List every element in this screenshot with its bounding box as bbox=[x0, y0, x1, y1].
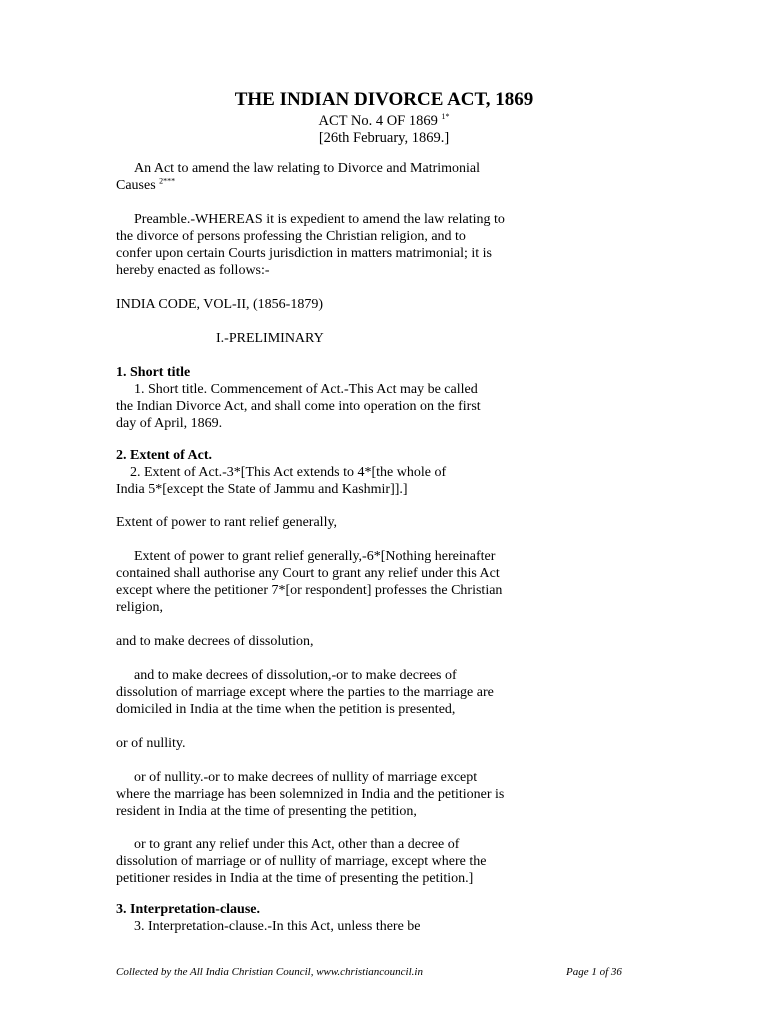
dissolution-line: domiciled in India at the time when the petition is presented, bbox=[116, 702, 456, 717]
intro-footnote-ref: 2*** bbox=[159, 176, 176, 186]
act-number: ACT No. 4 OF 1869 bbox=[318, 113, 438, 129]
nullity-line: or of nullity.-or to make decrees of nullity of marriage except bbox=[134, 770, 478, 785]
section-1-line: the Indian Divorce Act, and shall come into operation on the first bbox=[116, 399, 481, 414]
section-1-heading: 1. Short title bbox=[116, 365, 191, 380]
document-title: THE INDIAN DIVORCE ACT, 1869 bbox=[234, 89, 534, 110]
section-2-line: India 5*[except the State of Jammu and Kashmir]].] bbox=[116, 482, 408, 497]
section-1-line: 1. Short title. Commencement of Act.-This Act may be called bbox=[134, 382, 478, 397]
footer-page-number: Page 1 of 36 bbox=[566, 966, 622, 978]
preamble-line: hereby enacted as follows:- bbox=[116, 263, 270, 278]
power-line: Extent of power to grant relief generally,-6*[Nothing hereinafter bbox=[134, 549, 496, 564]
power-line: except where the petitioner 7*[or respondent] professes the Christian bbox=[116, 583, 503, 598]
section-3-heading: 3. Interpretation-clause. bbox=[116, 902, 260, 917]
section-2-heading: 2. Extent of Act. bbox=[116, 448, 213, 463]
preamble-line: Preamble.-WHEREAS it is expedient to amend the law relating to bbox=[134, 212, 505, 227]
intro-causes: Causes bbox=[116, 178, 156, 193]
preamble-line: confer upon certain Courts jurisdiction in matters matrimonial; it is bbox=[116, 246, 492, 261]
act-number-line bbox=[0, 113, 768, 130]
power-line: contained shall authorise any Court to grant any relief under this Act bbox=[116, 566, 500, 581]
dissolution-line: and to make decrees of dissolution,-or to make decrees of bbox=[134, 668, 457, 683]
other-relief-line: or to grant any relief under this Act, other than a decree of bbox=[134, 837, 460, 852]
section-1-line: day of April, 1869. bbox=[116, 416, 223, 431]
marginal-note-nullity: or of nullity. bbox=[116, 736, 186, 751]
footer-source: Collected by the All India Christian Council, www.christiancouncil.in bbox=[116, 966, 423, 978]
intro-line-2 bbox=[116, 177, 536, 194]
act-date: [26th February, 1869.] bbox=[318, 130, 450, 146]
marginal-note-rant-relief: Extent of power to rant relief generally, bbox=[116, 515, 338, 530]
power-line: religion, bbox=[116, 600, 164, 615]
preamble-line: the divorce of persons professing the Christian religion, and to bbox=[116, 229, 466, 244]
other-relief-line: dissolution of marriage or of nullity of marriage, except where the bbox=[116, 854, 487, 869]
act-footnote-ref: 1* bbox=[441, 112, 450, 122]
other-relief-line: petitioner resides in India at the time of presenting the petition.] bbox=[116, 871, 474, 886]
section-3-line: 3. Interpretation-clause.-In this Act, unless there be bbox=[134, 919, 421, 934]
section-2-line: 2. Extent of Act.-3*[This Act extends to 4*[the whole of bbox=[130, 465, 447, 480]
intro-line-1: An Act to amend the law relating to Divorce and Matrimonial bbox=[134, 161, 481, 176]
chapter-heading: I.-PRELIMINARY bbox=[216, 331, 324, 346]
india-code-reference: INDIA CODE, VOL-II, (1856-1879) bbox=[116, 297, 323, 312]
nullity-line: where the marriage has been solemnized in India and the petitioner is bbox=[116, 787, 505, 802]
dissolution-line: dissolution of marriage except where the parties to the marriage are bbox=[116, 685, 494, 700]
nullity-line: resident in India at the time of presenting the petition, bbox=[116, 804, 417, 819]
marginal-note-dissolution: and to make decrees of dissolution, bbox=[116, 634, 314, 649]
